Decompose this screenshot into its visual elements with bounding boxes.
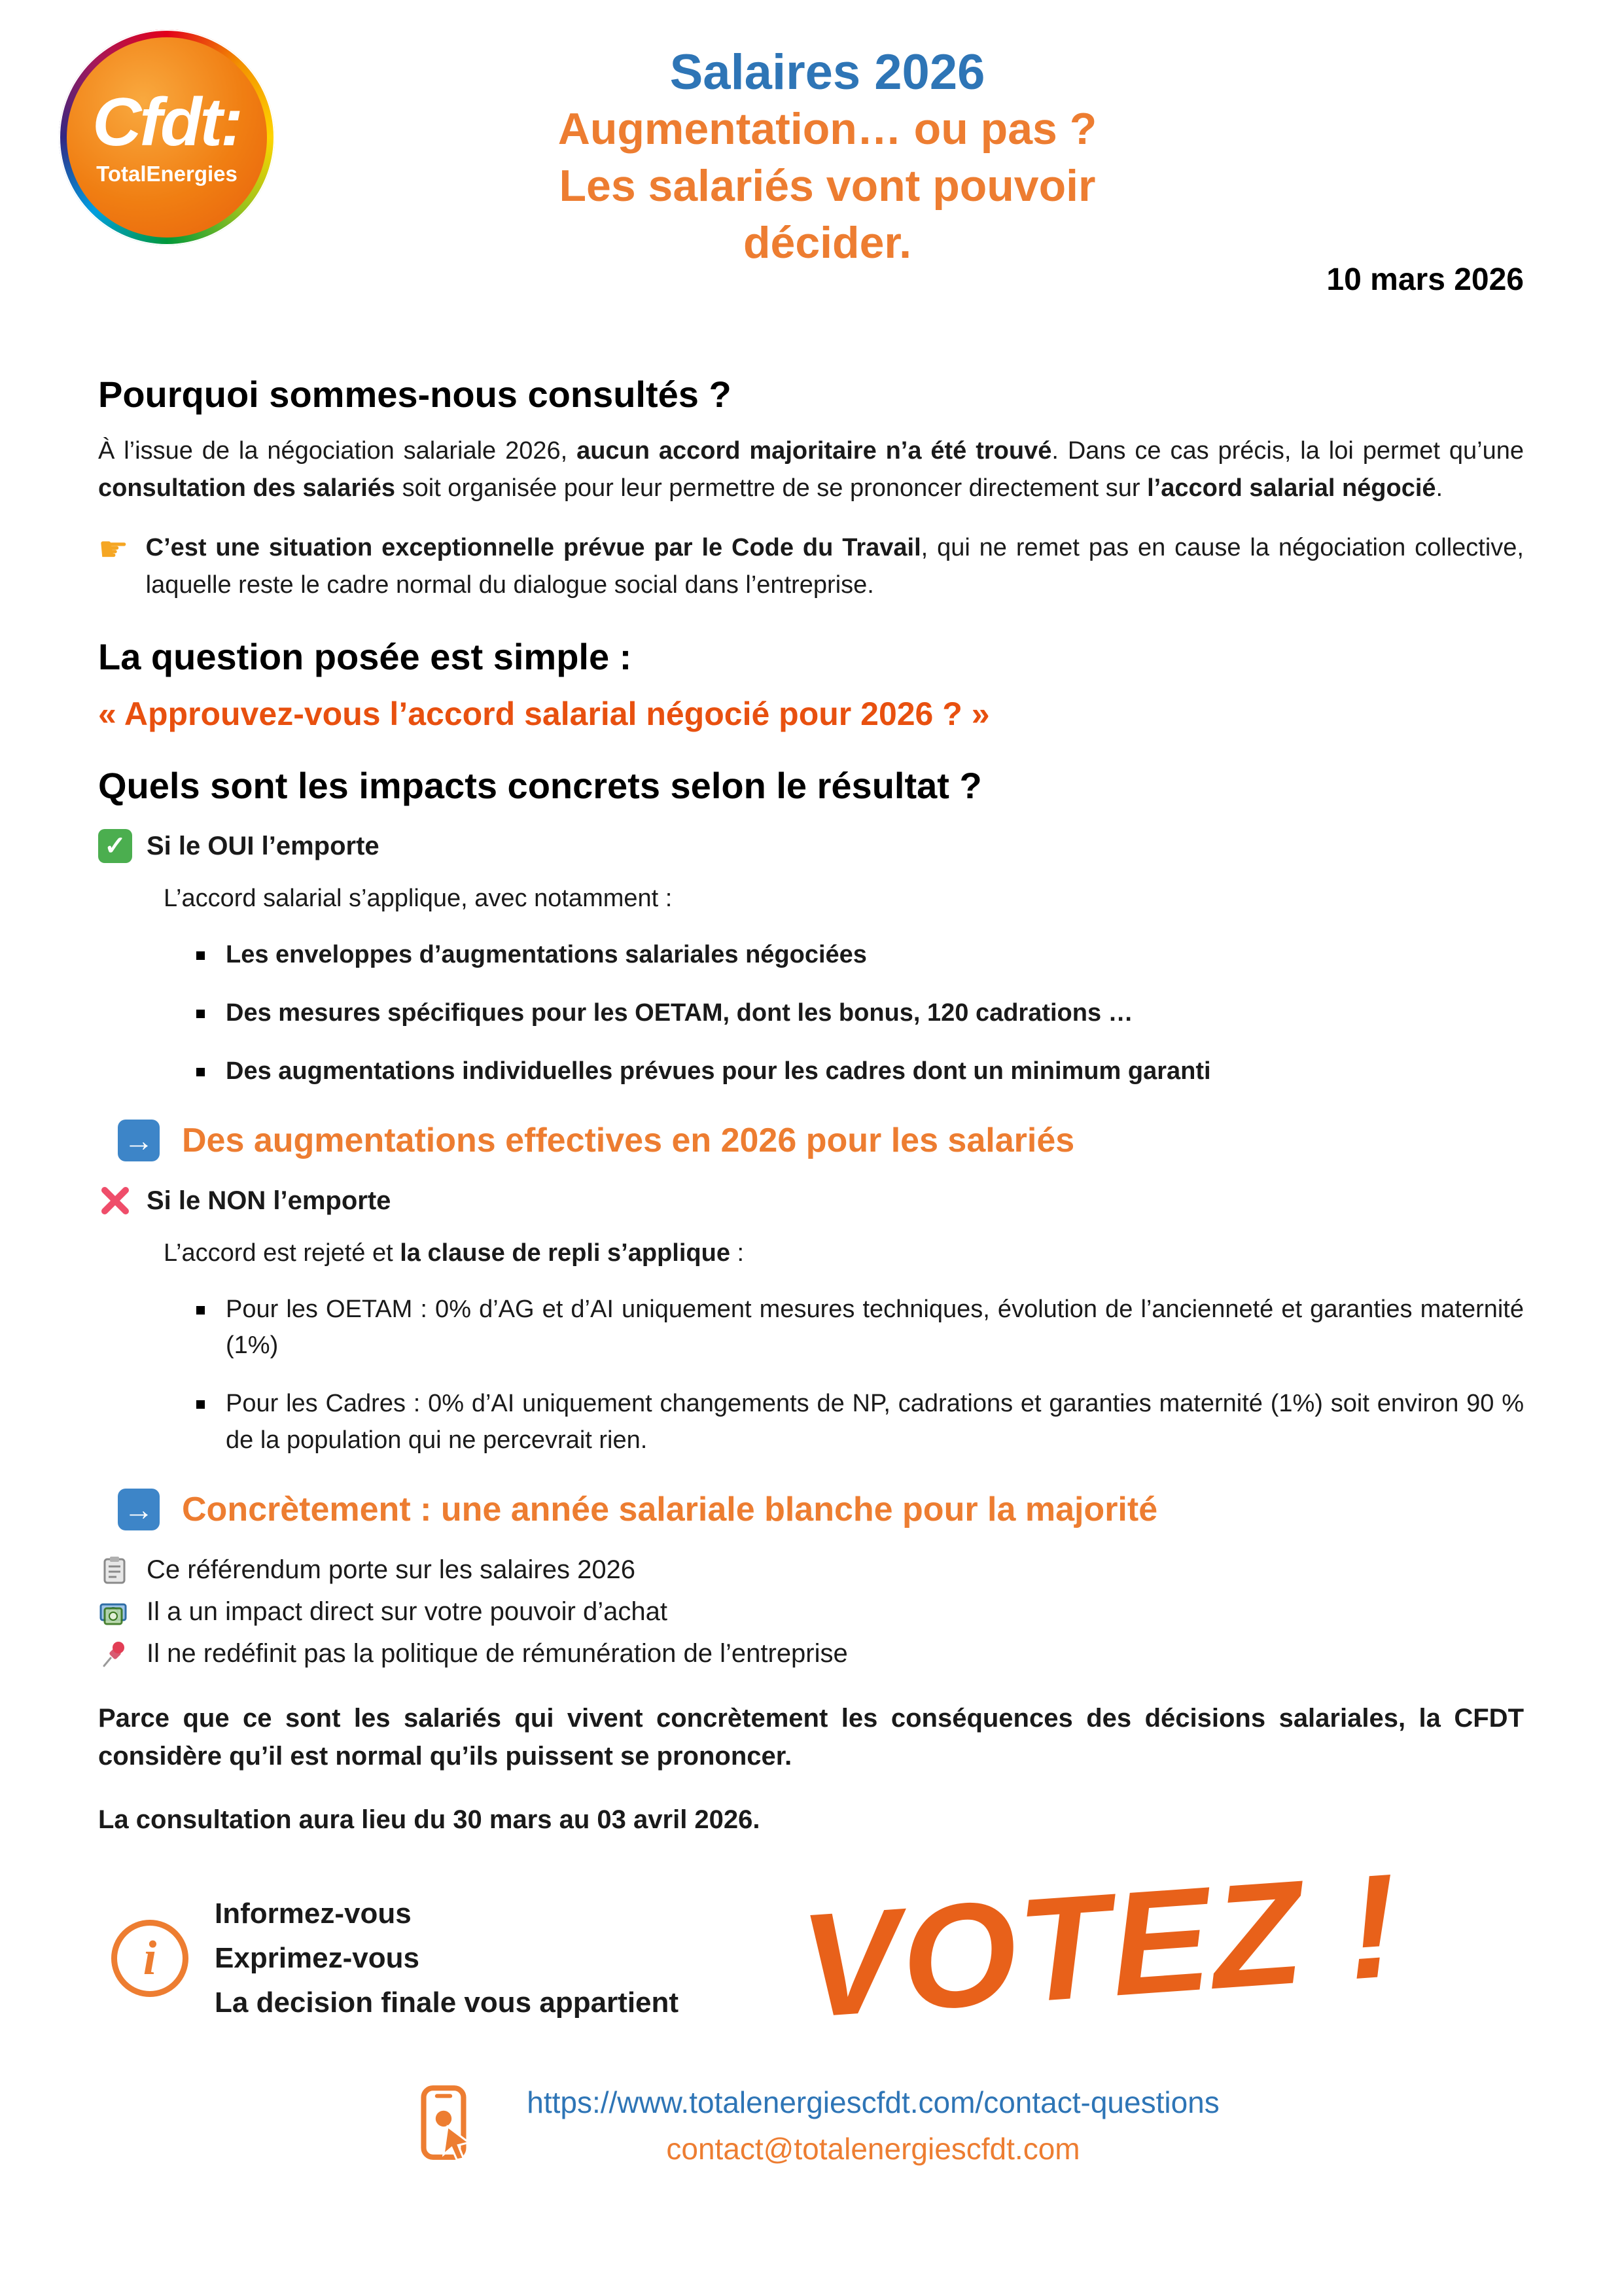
list-item <box>196 1386 1524 1458</box>
section-heading-impacts: Quels sont les impacts concrets selon le résultat ? <box>98 765 982 806</box>
bullet-square-icon <box>196 951 205 960</box>
subtitle-line-3: décider. <box>743 218 912 268</box>
yes-bullet-list <box>196 937 1524 1089</box>
yes-label-text: Si le OUI l’emporte <box>147 831 379 860</box>
arrow-glyph: → <box>124 1123 154 1158</box>
contact-questions-link[interactable]: https://www.totalenergiescfdt.com/contact-questions <box>527 2085 1220 2119</box>
list-item <box>98 1638 1524 1670</box>
bullet-text: Les enveloppes d’augmentations salariales négociées <box>226 941 867 968</box>
info-icon <box>111 1920 188 1997</box>
callout-no-text: Concrètement : une année salariale blanche pour la majorité <box>182 1490 1158 1528</box>
list-item <box>98 1596 1524 1629</box>
list-item <box>196 995 1524 1031</box>
yes-intro: L’accord salarial s’applique, avec notamment : <box>164 885 673 912</box>
callout-yes-outcome <box>118 1120 1524 1161</box>
callout-yes-text: Des augmentations effectives en 2026 pour les salariés <box>182 1122 1075 1160</box>
logo-circle <box>67 37 267 238</box>
document-date: 10 mars 2026 <box>1326 262 1524 297</box>
referendum-question: « Approuvez-vous l’accord salarial négocié pour 2026 ? » <box>98 696 990 732</box>
bullet-square-icon <box>196 1010 205 1018</box>
info-glyph: i <box>143 1931 157 1985</box>
subtitle-line-2: Les salariés vont pouvoir <box>559 161 1096 211</box>
fact-text: Il a un impact direct sur votre pouvoir d’achat <box>147 1597 667 1627</box>
list-item <box>196 937 1524 973</box>
info-block <box>111 1892 679 2026</box>
callout-no-outcome <box>118 1489 1524 1530</box>
section-heading-question: La question posée est simple : <box>98 636 632 677</box>
cta-line-2: Exprimez-vous <box>215 1942 419 1975</box>
consultation-dates: La consultation aura lieu du 30 mars au 03 avril 2026. <box>98 1805 760 1834</box>
cross-glyph <box>99 1185 131 1216</box>
arrow-glyph: → <box>124 1492 154 1527</box>
bullet-text: Pour les Cadres : 0% d’AI uniquement changements de NP, cadrations et garanties maternité (1%) soit environ 90 % de la population qui ne percevrait rien. <box>226 1390 1524 1454</box>
page-title: Salaires 2026 <box>669 44 985 100</box>
cta-row <box>98 1842 1524 2049</box>
bullet-text: Des mesures spécifiques pour les OETAM, dont les bonus, 120 cadrations … <box>226 999 1133 1027</box>
code-du-travail-note <box>98 529 1524 604</box>
subtitle-line-1: Augmentation… ou pas ? <box>557 104 1097 154</box>
votez-slogan: VOTEZ ! <box>796 1842 1405 2049</box>
check-glyph: ✓ <box>104 832 126 860</box>
bullet-square-icon <box>196 1306 205 1315</box>
pushpin-icon <box>98 1638 131 1670</box>
logo-subbrand-text: TotalEnergies <box>96 162 238 186</box>
bullet-square-icon <box>196 1068 205 1076</box>
cta-line-1: Informez-vous <box>215 1897 412 1930</box>
list-item <box>196 1053 1524 1089</box>
bullet-square-icon <box>196 1400 205 1409</box>
pointing-finger-icon: ☛ <box>98 531 129 569</box>
section-heading-why: Pourquoi sommes-nous consultés ? <box>98 374 732 415</box>
footer-links <box>527 2079 1220 2173</box>
no-result-label <box>98 1184 1524 1218</box>
header-titles <box>275 29 1524 272</box>
no-label-text: Si le NON l’emporte <box>147 1186 391 1215</box>
blue-arrow-right-icon <box>118 1120 160 1161</box>
header <box>0 0 1622 366</box>
cfdt-totalenergies-logo <box>59 29 275 245</box>
clipboard-icon <box>98 1554 131 1587</box>
green-check-icon <box>98 829 132 863</box>
yes-result-label <box>98 829 1524 863</box>
note-text: C’est une situation exceptionnelle prévue par le Code du Travail, qui ne remet pas en cause la négociation collective, laquelle reste le cadre normal du dialogue social dans l’entreprise. <box>145 534 1524 599</box>
why-paragraph: À l’issue de la négociation salariale 2026, aucun accord majoritaire n’a été trouvé. Dans ce cas précis, la loi permet qu’une consultation des salariés soit organisée pour leur permettre de se prononcer directement sur l’accord salarial négocié. <box>98 437 1524 502</box>
list-item <box>196 1292 1524 1364</box>
footer <box>98 2079 1524 2173</box>
cta-lines <box>215 1892 679 2026</box>
cta-line-3: La decision finale vous appartient <box>215 1987 679 2019</box>
fact-text: Il ne redéfinit pas la politique de rémunération de l’entreprise <box>147 1639 848 1669</box>
document-body <box>0 373 1622 2172</box>
facts-list <box>98 1554 1524 1670</box>
bullet-text: Des augmentations individuelles prévues pour les cadres dont un minimum garanti <box>226 1057 1211 1086</box>
blue-arrow-right-icon <box>118 1489 160 1530</box>
page-subtitle <box>301 101 1354 272</box>
banknote-icon <box>98 1596 131 1629</box>
phone-contact-icon <box>402 2081 487 2170</box>
logo-brand-text: Cfdt: <box>92 84 241 160</box>
no-intro: L’accord est rejeté et la clause de repli s’applique : <box>164 1239 745 1267</box>
cfdt-statement: Parce que ce sont les salariés qui vivent concrètement les conséquences des décisions salariales, la CFDT considère qu’il est normal qu’ils puissent se prononcer. <box>98 1703 1524 1771</box>
fact-text: Ce référendum porte sur les salaires 2026 <box>147 1555 636 1585</box>
contact-email-link[interactable]: contact@totalenergiescfdt.com <box>666 2131 1080 2166</box>
list-item <box>98 1554 1524 1587</box>
no-bullet-list <box>196 1292 1524 1458</box>
bullet-text: Pour les OETAM : 0% d’AG et d’AI uniquement mesures techniques, évolution de l’ancienneté et garanties maternité (1%) <box>226 1296 1524 1360</box>
red-cross-icon <box>98 1184 132 1218</box>
